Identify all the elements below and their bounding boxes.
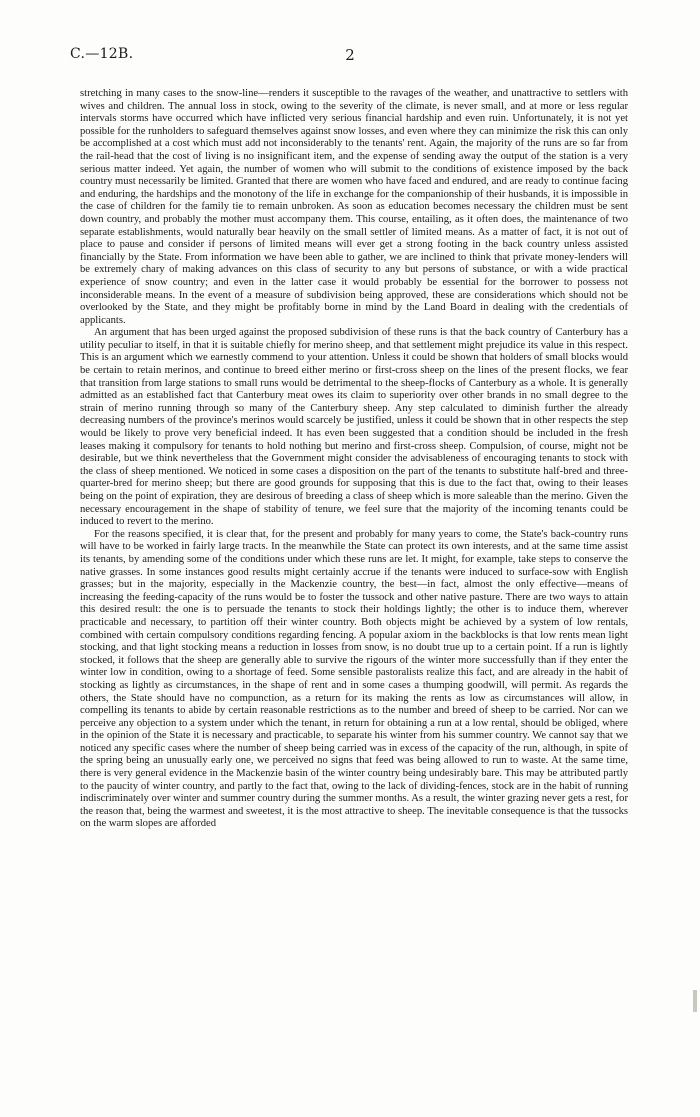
report-reference: C.—12B. (70, 46, 134, 62)
page-number: 2 (345, 46, 355, 64)
paragraph-continuation: stretching in many cases to the snow-line—renders it susceptible to the ravages of the weather, and unattractive to settlers with wives and children. The annual loss in stock, owing to the severity of the climate, is never small, and at more or less regular intervals storms have occurred which have inflicted very serious financial hardship and even ruin. Unfortunately, it is not yet possible for the runholders to safeguard themselves against snow losses, and even where they can minimize the risk this can only be accomplished at a cost which must add not inconsiderably to the tenants' rent. Again, the majority of the runs are so far from the rail-head that the cost of living is no insignificant item, and the expense of sending away the output of the station is a very serious matter indeed. Yet again, the number of women who will submit to the conditions of existence imposed by the back country must necessarily be limited. Granted that there are women who have faced and endured, and are ready to continue facing and enduring, the hardships and the monotony of the life in exchange for the companionship of their husbands, it is impossible in the case of children for the family tie to remain unbroken. As soon as education becomes necessary the children must be sent down country, and probably the mother must accompany them. This course, entailing, as it often does, the maintenance of two separate establishments, would naturally bear heavily on the small settler of limited means. As a matter of fact, it is not out of place to pause and consider if persons of limited means will ever get a strong footing in the back country unless assisted financially by the State. From information we have been able to gather, we are inclined to think that private money-lenders will be extremely chary of making advances on this class of security to any but persons of substance, or with a wide practical experience of snow country; and even in the latter case it would probably be essential for the borrower to possess not inconsiderable means. In the event of a measure of subdivision being approved, these are considerations which should not be overlooked by the State, and they might be profitably borne in mind by the Land Board in dealing with the credentials of applicants. (80, 88, 628, 326)
body-text (80, 88, 628, 831)
page-header (70, 46, 630, 68)
paragraph-back-country-runs: For the reasons specified, it is clear that, for the present and probably for many years to come, the State's back-country runs will have to be worked in fairly large tracts. In the meanwhile the State can protect its own interests, and at the same time assist its tenants, by amending some of the conditions under which these runs are let. It might, for example, take steps to conserve the native grasses. In some instances good results might certainly accrue if the tenants were induced to surface-sow with English grasses; but in the majority, especially in the Mackenzie country, the best—in fact, almost the only effective—means of increasing the feeding-capacity of the runs would be to foster the tussock and other native pasture. There are two ways to attain this desired result: the one is to persuade the tenants to stock their holdings lightly; the other is to induce them, wherever practicable and necessary, to partition off their winter country. Both objects might be achieved by a system of low rentals, combined with certain compulsory conditions regarding fencing. A popular axiom in the backblocks is that low rents mean light stocking, and that light stocking means a reduction in losses from snow, is no doubt true up to a certain point. If a run is lightly stocked, it follows that the sheep are generally able to survive the rigours of the winter more successfully than if they enter the winter low in condition, owing to a shortage of feed. Some sensible pastoralists realize this fact, and are already in the habit of stocking as lightly as circumstances, in the shape of rent and in some cases a thumping goodwill, will permit. As regards the others, the State should have no compunction, as a return for its making the rents as low as circumstances will allow, in compelling its tenants to abide by certain reasonable restrictions as to the number and breed of sheep to be carried. Nor can we perceive any objection to a system under which the tenant, in return for obtaining a run at a low rental, should be obliged, where in the opinion of the State it is necessary and practicable, to separate his winter from his summer country. We cannot say that we noticed any specific cases where the number of sheep being carried was in excess of the capacity of the run, although, in spite of the spring being an unusually early one, we perceived no signs that feed was being allowed to run to waste. At the same time, there is very general evidence in the Mackenzie basin of the winter country being undesirably bare. This may be attributed partly to the paucity of winter country, and partly to the fact that, owing to the lack of dividing-fences, stock are in the habit of running indiscriminately over winter and summer country during the summer months. As a result, the winter grazing never gets a rest, for the reason that, being the warmest and sweetest, it is the most attractive to sheep. The inevitable consequence is that the tussocks on the warm slopes are afforded (80, 528, 628, 830)
page-edge-mark (693, 990, 697, 1012)
paragraph-merino-argument: An argument that has been urged against the proposed subdivision of these runs is that the back country of Canterbury has a utility peculiar to itself, in that it is suitable chiefly for merino sheep, and that settlement might prejudice its value in this respect. This is an argument which we earnestly commend to your attention. Unless it could be shown that holders of small blocks would be certain to retain merinos, and continue to breed either merino or first-cross sheep on the lines of the present flocks, we fear that transition from large stations to small runs would be detrimental to the sheep-flocks of Canterbury as a whole. It is generally admitted as an established fact that Canterbury meat owes its claim to superiority over other brands in no small degree to the strain of merino running through so many of the Canterbury sheep. Any step calculated to diminish further the already decreasing numbers of the province's merinos would scarcely be justified, unless it could be shown that in other respects the step would be likely to prove very beneficial indeed. It has even been suggested that a condition should be included in the fresh leases making it compulsory for tenants to hold nothing but merino and first-cross sheep. Compulsion, of course, might not be desirable, but we think nevertheless that the Government might consider the advisableness of encouraging tenants to stock with the class of sheep mentioned. We noticed in some cases a disposition on the part of the tenants to substitute half-bred and three-quarter-bred for merino sheep; but there are good grounds for supposing that this is due to the fact that, owing to their leases being on the point of expiration, they are desirous of breeding a class of sheep which is more saleable than the merino. Given the necessary encouragement in the shape of stability of tenure, we feel sure that the majority of the incoming tenants could be induced to revert to the merino. (80, 327, 628, 528)
